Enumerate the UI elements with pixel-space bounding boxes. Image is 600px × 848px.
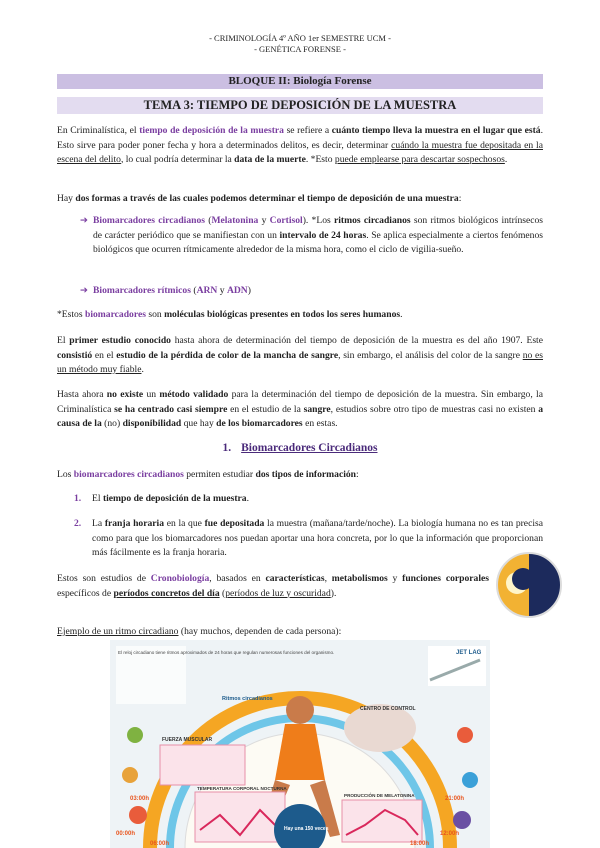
- hour-label: 18:00h: [410, 841, 430, 847]
- melatonin-label: PRODUCCIÓN DE MELATONINA: [344, 793, 415, 798]
- block-title: BLOQUE II: Biología Forense: [57, 74, 543, 89]
- paragraph-biomarkers: *Estos biomarcadores son moléculas biológicas presentes en todos los seres humanos.: [57, 309, 403, 320]
- theme-title: TEMA 3: TIEMPO DE DEPOSICIÓN DE LA MUESTRA: [57, 97, 543, 114]
- infographic-intro: El reloj circadiano tiene ritmos aproximados de 24 horas que regulan numerosas funciones del organismo.: [118, 650, 335, 655]
- list-item: 2. La franja horaria en la que fue depositada la muestra (mañana/tarde/noche). La biología humana no es tan precisa como para que los biomarcadores nos puedan aportar una hora concreta, por lo que la información que proporcionan más fácilmente es la franja horaria.: [74, 518, 543, 558]
- page-header: [0, 0, 600, 55]
- paragraph-chronobiology: Estos son estudios de Cronobiología, basados en características, metabolismos y funciones corporales específicos de períodos concretos del día (períodos de luz y oscuridad).: [57, 573, 489, 599]
- circadian-infographic: [110, 640, 490, 848]
- infographic-drawing: [110, 640, 490, 848]
- control-center-label: CENTRO DE CONTROL: [360, 706, 416, 712]
- paragraph-first-study: El primer estudio conocido hasta ahora de determinación del tiempo de deposición de la muestra es del año 1907. Este consistió en el estudio de la pérdida de color de la mancha de sangre, sin embargo, el análisis del color de la sangre no es un método muy fiable.: [57, 335, 543, 375]
- hour-label: 21:00h: [445, 796, 465, 802]
- header-line-1: - CRIMINOLOGÍA 4º AÑO 1er SEMESTRE UCM -: [209, 33, 391, 43]
- list-item: 1. El tiempo de deposición de la muestra.: [74, 493, 249, 504]
- section-heading: 1. Biomarcadores Circadianos: [222, 442, 378, 454]
- arrow-icon: ➔: [80, 285, 89, 296]
- day-night-clock-icon: [496, 552, 562, 618]
- muscle-strength-label: FUERZA MUSCULAR: [162, 737, 213, 743]
- jetlag-label: JET LAG: [456, 650, 482, 656]
- paragraph-two-ways: Hay dos formas a través de las cuales podemos determinar el tiempo de deposición de una muestra:: [57, 193, 462, 204]
- hour-label: 00:00h: [116, 831, 136, 837]
- center-badge-text: Hay una 150 veces: [284, 826, 329, 832]
- header-line-2: - GENÉTICA FORENSE -: [254, 44, 346, 54]
- bullet-circadian: ➔ Biomarcadores circadianos (Melatonina y Cortisol). *Los ritmos circadianos son ritmos biológicos intrínsecos de carácter periódico que se manifiestan con un intervalo de 24 horas. Se aplica especialmente a ciertos fenómenos biológicos que ocurren rítmicamente alrededor de la misma hora, como el ciclo de vigilia-sueño.: [80, 215, 544, 255]
- body-temp-label: TEMPERATURA CORPORAL NOCTURNA: [197, 786, 287, 791]
- hour-label: 03:00h: [130, 796, 150, 802]
- paragraph-intro: En Criminalística, el tiempo de deposición de la muestra se refiere a cuánto tiempo lleva la muestra en el lugar que está. Esto sirve para poder poner fecha y hora a determinados delitos, es decir, determinar cuándo la muestra fue depositada en la escena del delito, lo cual podría determinar la data de la muerte. *Esto puede emplearse para descartar sospechosos.: [57, 125, 543, 165]
- paragraph-types: Los biomarcadores circadianos permiten estudiar dos tipos de información:: [57, 469, 359, 480]
- paragraph-no-method: Hasta ahora no existe un método validado para la determinación del tiempo de deposición de la muestra. Sin embargo, la Criminalística se ha centrado casi siempre en el estudio de la sangre, estudios sobre otro tipo de muestras casi no existen a causa de la (no) disponibilidad que hay de los biomarcadores en estas.: [57, 389, 543, 429]
- hour-label: 12:00h: [440, 831, 460, 837]
- hour-label: 06:00h: [150, 841, 170, 847]
- circadian-rhythms-label: Ritmos circadianos: [222, 696, 273, 702]
- arrow-icon: ➔: [80, 215, 89, 226]
- bullet-rhythmic: ➔ Biomarcadores rítmicos (ARN y ADN): [80, 284, 543, 299]
- paragraph-example: Ejemplo de un ritmo circadiano (hay muchos, dependen de cada persona):: [57, 626, 342, 637]
